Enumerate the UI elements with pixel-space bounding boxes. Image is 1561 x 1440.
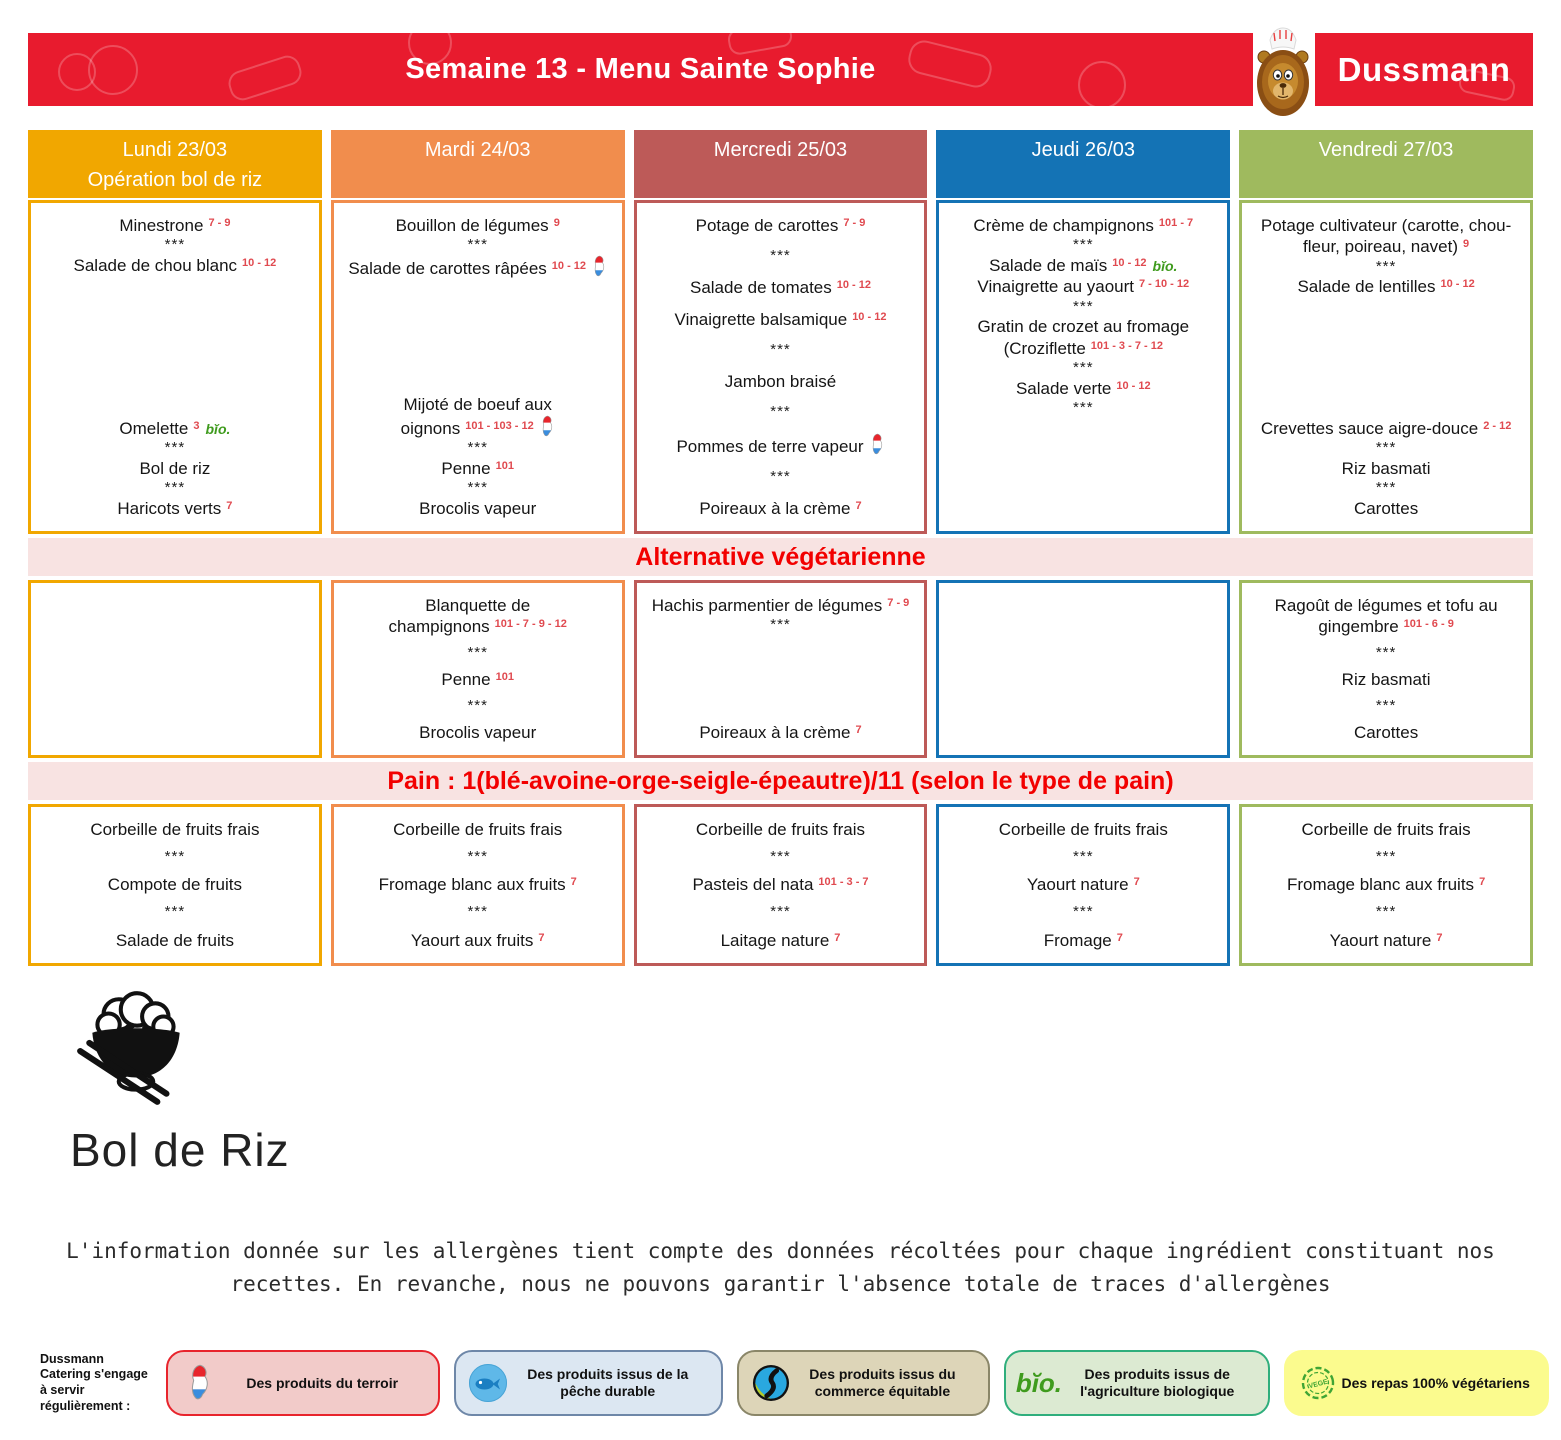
menu-cell-lunch-mercredi <box>634 200 928 534</box>
menu-item-text: Laitage nature <box>720 930 830 950</box>
spacer <box>37 276 313 418</box>
menu-item-text: Gratin de crozet au fromage (Croziflette <box>977 317 1190 358</box>
menu-item <box>340 394 616 440</box>
separator: *** <box>467 479 488 496</box>
menu-item-text: Salade de carottes râpées <box>348 259 547 278</box>
menu-item-text: Penne <box>441 458 491 478</box>
menu-item-text: Potage cultivateur (carotte, chou-fleur, poireau, navet) <box>1260 216 1512 257</box>
menu-item <box>945 215 1221 236</box>
menu-item-text: Ragoût de légumes et tofu au gingembre <box>1274 596 1498 637</box>
menu-cell-dessert-vendredi <box>1239 804 1533 966</box>
luxembourg-terroir-icon <box>592 255 607 278</box>
menu-item-text: Poireaux à la crème <box>699 498 851 518</box>
allergen-numbers: 7 - 9 <box>208 217 231 229</box>
menu-item <box>340 669 616 690</box>
allergen-numbers: 101 - 6 - 9 <box>1403 618 1454 631</box>
menu-item-text: Yaourt nature <box>1026 875 1129 895</box>
svg-text:VEGE: VEGE <box>1308 1378 1330 1391</box>
menu-item-text: Haricots verts <box>117 498 222 518</box>
menu-cell-lunch-vendredi <box>1239 200 1533 534</box>
menu-item-text: Salade de tomates <box>689 277 832 297</box>
badge-vegetarien <box>1284 1350 1549 1416</box>
allergen-numbers: 7 - 9 <box>843 217 866 229</box>
separator: *** <box>1375 643 1397 661</box>
separator: *** <box>164 439 186 456</box>
menu-cell-dessert-lundi <box>28 804 322 966</box>
separator: *** <box>1073 236 1094 254</box>
menu-cell-dessert-mercredi <box>634 804 928 966</box>
separator: *** <box>1073 358 1094 376</box>
brand-banner <box>1315 33 1533 106</box>
lunch-row <box>28 198 1533 534</box>
menu-item <box>37 215 313 236</box>
day-headers <box>28 130 1533 198</box>
separator: *** <box>1375 439 1397 456</box>
allergen-numbers: 7 <box>1116 931 1123 944</box>
day-header-vendredi <box>1239 130 1533 198</box>
separator: *** <box>467 236 488 254</box>
rice-bowl-icon <box>70 984 202 1112</box>
menu-item-text: Corbeille de fruits frais <box>1301 820 1471 839</box>
menu-item <box>340 595 616 638</box>
allergen-numbers: 101 - 103 - 12 <box>465 419 534 432</box>
menu-item <box>643 309 919 330</box>
separator: *** <box>164 236 186 254</box>
separator: *** <box>1375 257 1397 275</box>
separator: *** <box>467 903 488 921</box>
separator: *** <box>164 479 186 496</box>
luxembourg-terroir-icon <box>870 433 885 456</box>
menu-item-text: Carottes <box>1353 722 1419 742</box>
allergen-note: L'information donnée sur les allergènes tient compte des données récoltées pour chaque ingrédient constituant nos recettes. En revanche, nous ne pouvons garantir l'absence totale de traces d'allergènes <box>66 1239 1495 1296</box>
separator: *** <box>1073 847 1094 865</box>
menu-item <box>945 276 1221 297</box>
menu-item <box>945 255 1221 276</box>
menu-item <box>340 255 616 279</box>
veggie-row <box>28 580 1533 758</box>
allergen-numbers: 7 <box>538 931 545 944</box>
allergen-numbers: 9 <box>1463 238 1470 251</box>
menu-item-text: Salade de maïs <box>989 256 1108 275</box>
separator: *** <box>164 903 186 921</box>
day-name: Mardi 24/03 <box>424 139 531 161</box>
badge-commerce-equitable <box>737 1350 990 1416</box>
legend <box>40 1350 1549 1416</box>
allergen-numbers: 7 <box>226 499 233 512</box>
menu-item-text: Yaourt aux fruits <box>410 930 534 950</box>
day-name: Lundi 23/03 <box>122 139 228 161</box>
day-header-mercredi <box>634 130 928 198</box>
menu-cell-lunch-mardi <box>331 200 625 534</box>
pattern-doodle <box>58 53 96 91</box>
menu-item <box>643 595 919 616</box>
menu-item <box>1248 874 1524 895</box>
menu-cell-veggie-vendredi <box>1239 580 1533 758</box>
menu-item-text: Fromage <box>1043 930 1112 950</box>
allergen-numbers: 7 <box>1436 931 1443 944</box>
header-banner <box>28 33 1253 106</box>
badge-label: Des produits issus du commerce équitable <box>809 1366 956 1400</box>
bio-icon: bĭo. <box>205 420 231 437</box>
menu-item-text: Bol de riz <box>139 458 211 478</box>
separator: *** <box>1073 903 1094 921</box>
separator: *** <box>1073 398 1094 416</box>
fish-icon <box>466 1363 510 1403</box>
menu-item-text: Crème de champignons <box>973 216 1154 235</box>
bio-icon: bĭo. <box>1152 258 1178 274</box>
menu-cell-dessert-mardi <box>331 804 625 966</box>
menu-item-text: Salade verte <box>1015 378 1112 398</box>
menu-item-text: Corbeille de fruits frais <box>393 820 563 839</box>
menu-cell-veggie-lundi <box>28 580 322 758</box>
menu-item <box>1248 458 1524 479</box>
allergen-numbers: 10 - 12 <box>1116 379 1151 392</box>
fairtrade-icon <box>749 1364 793 1402</box>
pattern-doodle <box>1078 61 1126 106</box>
allergen-numbers: 7 <box>855 499 862 512</box>
pain-band-title: Pain : 1(blé-avoine-orge-seigle-épeautre)/11 (selon le type de pain) <box>28 762 1533 800</box>
menu-item-text: Salade de fruits <box>115 930 234 950</box>
badge-label: Des produits issus de l'agriculture biologique <box>1080 1366 1235 1400</box>
allergen-numbers: 3 <box>193 419 200 432</box>
day-name: Mercredi 25/03 <box>713 139 848 161</box>
menu-cell-lunch-lundi <box>28 200 322 534</box>
header <box>0 0 1561 106</box>
allergen-numbers: 101 <box>495 671 514 683</box>
day-name: Vendredi 27/03 <box>1318 139 1454 161</box>
allergen-numbers: 7 <box>1133 876 1140 889</box>
spacer <box>340 279 616 393</box>
pattern-doodle <box>88 45 138 95</box>
badge-label: Des produits issus de la pêche durable <box>527 1366 689 1400</box>
separator: *** <box>467 439 488 456</box>
separator: *** <box>1375 696 1397 714</box>
menu-item <box>643 277 919 298</box>
separator: *** <box>1375 847 1397 865</box>
separator: *** <box>1375 903 1397 921</box>
allergen-numbers: 101 - 7 <box>1158 217 1194 229</box>
spacer <box>1248 298 1524 418</box>
menu-item-text: Brocolis vapeur <box>419 498 537 518</box>
menu-item <box>1248 215 1524 258</box>
menu-item <box>643 215 919 236</box>
menu-item-text: Omelette <box>119 418 189 438</box>
day-header-lundi <box>28 130 322 198</box>
menu-item-text: Corbeille de fruits frais <box>90 820 260 839</box>
menu-item <box>1248 276 1524 297</box>
menu-cell-lunch-jeudi <box>936 200 1230 534</box>
separator: *** <box>1073 297 1094 315</box>
allergen-numbers: 10 - 12 <box>551 260 587 272</box>
menu-item <box>37 874 313 895</box>
separator: *** <box>770 468 791 485</box>
menu-item-text: Crevettes sauce aigre-douce <box>1260 418 1479 438</box>
menu-item <box>37 255 313 276</box>
menu-item-text: Salade de lentilles <box>1297 277 1436 297</box>
allergen-numbers: 7 <box>1479 876 1486 889</box>
menu-item-text: Brocolis vapeur <box>419 722 537 742</box>
menu-item <box>1248 819 1524 840</box>
allergen-numbers: 10 - 12 <box>1440 278 1475 291</box>
bol-de-riz-section <box>70 984 1561 1177</box>
allergen-numbers: 9 <box>553 217 560 229</box>
separator: *** <box>164 847 186 865</box>
allergen-numbers: 7 <box>855 723 862 736</box>
menu-item-text: Pasteis del nata <box>692 875 814 895</box>
menu-item-text: Potage de carottes <box>695 216 839 235</box>
menu-item-text: Jambon braisé <box>724 371 837 391</box>
legend-intro: Dussmann Catering s'engage à servir régulièrement : <box>40 1351 148 1413</box>
menu-item <box>945 874 1221 895</box>
menu-item <box>1248 595 1524 638</box>
menu-item-text: Blanquette de champignons <box>388 596 531 637</box>
luxembourg-map-icon <box>178 1364 222 1402</box>
menu-item <box>1248 669 1524 690</box>
menu-cell-veggie-mardi <box>331 580 625 758</box>
menu-item <box>37 418 313 439</box>
brand-logo: Dussmann <box>1337 50 1511 88</box>
menu-item <box>945 316 1221 359</box>
menu-item-text: Mijoté de boeuf aux oignons <box>400 394 552 438</box>
menu-item <box>643 433 919 457</box>
separator: *** <box>770 341 791 359</box>
day-name: Jeudi 26/03 <box>1031 139 1135 161</box>
menu-item <box>643 874 919 895</box>
menu-item <box>340 874 616 895</box>
menu-item <box>340 458 616 479</box>
menu-item <box>37 819 313 840</box>
vege-stamp-icon <box>1296 1363 1340 1403</box>
separator: *** <box>770 403 791 421</box>
bio-icon: bĭo. <box>1015 1367 1063 1398</box>
menu-item-text: Corbeille de fruits frais <box>695 820 866 839</box>
menu-item <box>340 930 616 951</box>
dessert-row <box>28 804 1533 966</box>
badge-label: Des repas 100% végétariens <box>1341 1374 1530 1391</box>
menu-item <box>945 819 1221 840</box>
spacer <box>945 418 1221 520</box>
menu-item <box>643 371 919 392</box>
allergen-numbers: 7 - 10 - 12 <box>1139 278 1190 291</box>
menu-item <box>340 215 616 236</box>
menu-item <box>643 819 919 840</box>
menu-cell-veggie-mercredi <box>634 580 928 758</box>
menu-item-text: Penne <box>441 670 491 689</box>
menu-item <box>340 819 616 840</box>
menu-item <box>1248 418 1524 439</box>
separator: *** <box>467 643 488 661</box>
menu-item-text: Yaourt nature <box>1329 930 1432 950</box>
menu-item-text: Riz basmati <box>1341 670 1431 689</box>
menu-item <box>1248 930 1524 951</box>
badge-terroir <box>166 1350 440 1416</box>
menu-item <box>945 930 1221 951</box>
menu-item <box>1248 722 1524 743</box>
badge-label: Des produits du terroir <box>246 1374 399 1391</box>
menu-item <box>945 378 1221 399</box>
menu-item <box>37 930 313 951</box>
menu-item <box>37 498 313 519</box>
separator: *** <box>770 247 791 265</box>
pattern-doodle <box>225 52 305 103</box>
allergen-numbers: 101 - 7 - 9 - 12 <box>494 618 567 631</box>
menu-item <box>340 498 616 519</box>
menu-item <box>1248 498 1524 519</box>
menu-cell-veggie-jeudi <box>936 580 1230 758</box>
separator: *** <box>467 696 488 714</box>
menu-item-text: Hachis parmentier de légumes <box>651 596 883 615</box>
allergen-numbers: 7 - 9 <box>887 597 910 609</box>
separator: *** <box>770 903 791 921</box>
allergen-numbers: 10 - 12 <box>1112 257 1147 269</box>
menu-item-text: Vinaigrette au yaourt <box>977 277 1134 297</box>
page-title: Semaine 13 - Menu Sainte Sophie <box>405 53 876 85</box>
menu-item-text: Corbeille de fruits frais <box>998 820 1168 839</box>
menu-cell-dessert-jeudi <box>936 804 1230 966</box>
allergen-numbers: 10 - 12 <box>242 257 277 269</box>
menu-item-text: Salade de chou blanc <box>73 256 238 275</box>
menu-item <box>643 722 919 743</box>
menu-item-text: Bouillon de légumes <box>395 216 549 235</box>
allergen-numbers: 10 - 12 <box>836 278 871 291</box>
menu-item-text: Minestrone <box>119 216 204 235</box>
day-header-jeudi <box>936 130 1230 198</box>
spacer <box>643 635 919 722</box>
menu-item-text: Poireaux à la crème <box>699 722 851 742</box>
veggie-band-title: Alternative végétarienne <box>28 538 1533 576</box>
luxembourg-terroir-icon <box>540 415 555 438</box>
allergen-numbers: 7 <box>834 931 841 944</box>
allergen-numbers: 7 <box>570 876 577 889</box>
menu-item <box>37 458 313 479</box>
menu-item-text: Fromage blanc aux fruits <box>378 875 566 895</box>
lion-chef-mascot-icon <box>1253 33 1315 106</box>
bol-de-riz-label: Bol de Riz <box>70 1124 290 1176</box>
allergen-numbers: 101 <box>495 459 514 472</box>
separator: *** <box>467 847 488 865</box>
menu-item <box>340 722 616 743</box>
menu-item-text: Carottes <box>1353 498 1419 518</box>
separator: *** <box>770 847 791 865</box>
menu-item-text: Vinaigrette balsamique <box>674 310 848 330</box>
day-header-mardi <box>331 130 625 198</box>
allergen-numbers: 101 - 3 - 7 <box>818 876 869 889</box>
menu-item-text: Riz basmati <box>1341 458 1431 478</box>
allergen-numbers: 2 - 12 <box>1483 419 1512 432</box>
allergen-numbers: 101 - 3 - 7 - 12 <box>1090 339 1163 352</box>
separator: *** <box>770 616 791 634</box>
menu-item-text: Pommes de terre vapeur <box>676 436 864 456</box>
pattern-doodle <box>905 37 995 90</box>
menu-item <box>643 498 919 519</box>
separator: *** <box>1375 479 1397 496</box>
badge-bio <box>1004 1350 1271 1416</box>
menu-item-text: Compote de fruits <box>107 875 242 895</box>
menu-item <box>643 930 919 951</box>
allergen-numbers: 10 - 12 <box>852 311 887 324</box>
badge-peche-durable <box>454 1350 723 1416</box>
menu-item-text: Fromage blanc aux fruits <box>1286 875 1475 895</box>
day-subtitle: Opération bol de riz <box>87 169 263 191</box>
